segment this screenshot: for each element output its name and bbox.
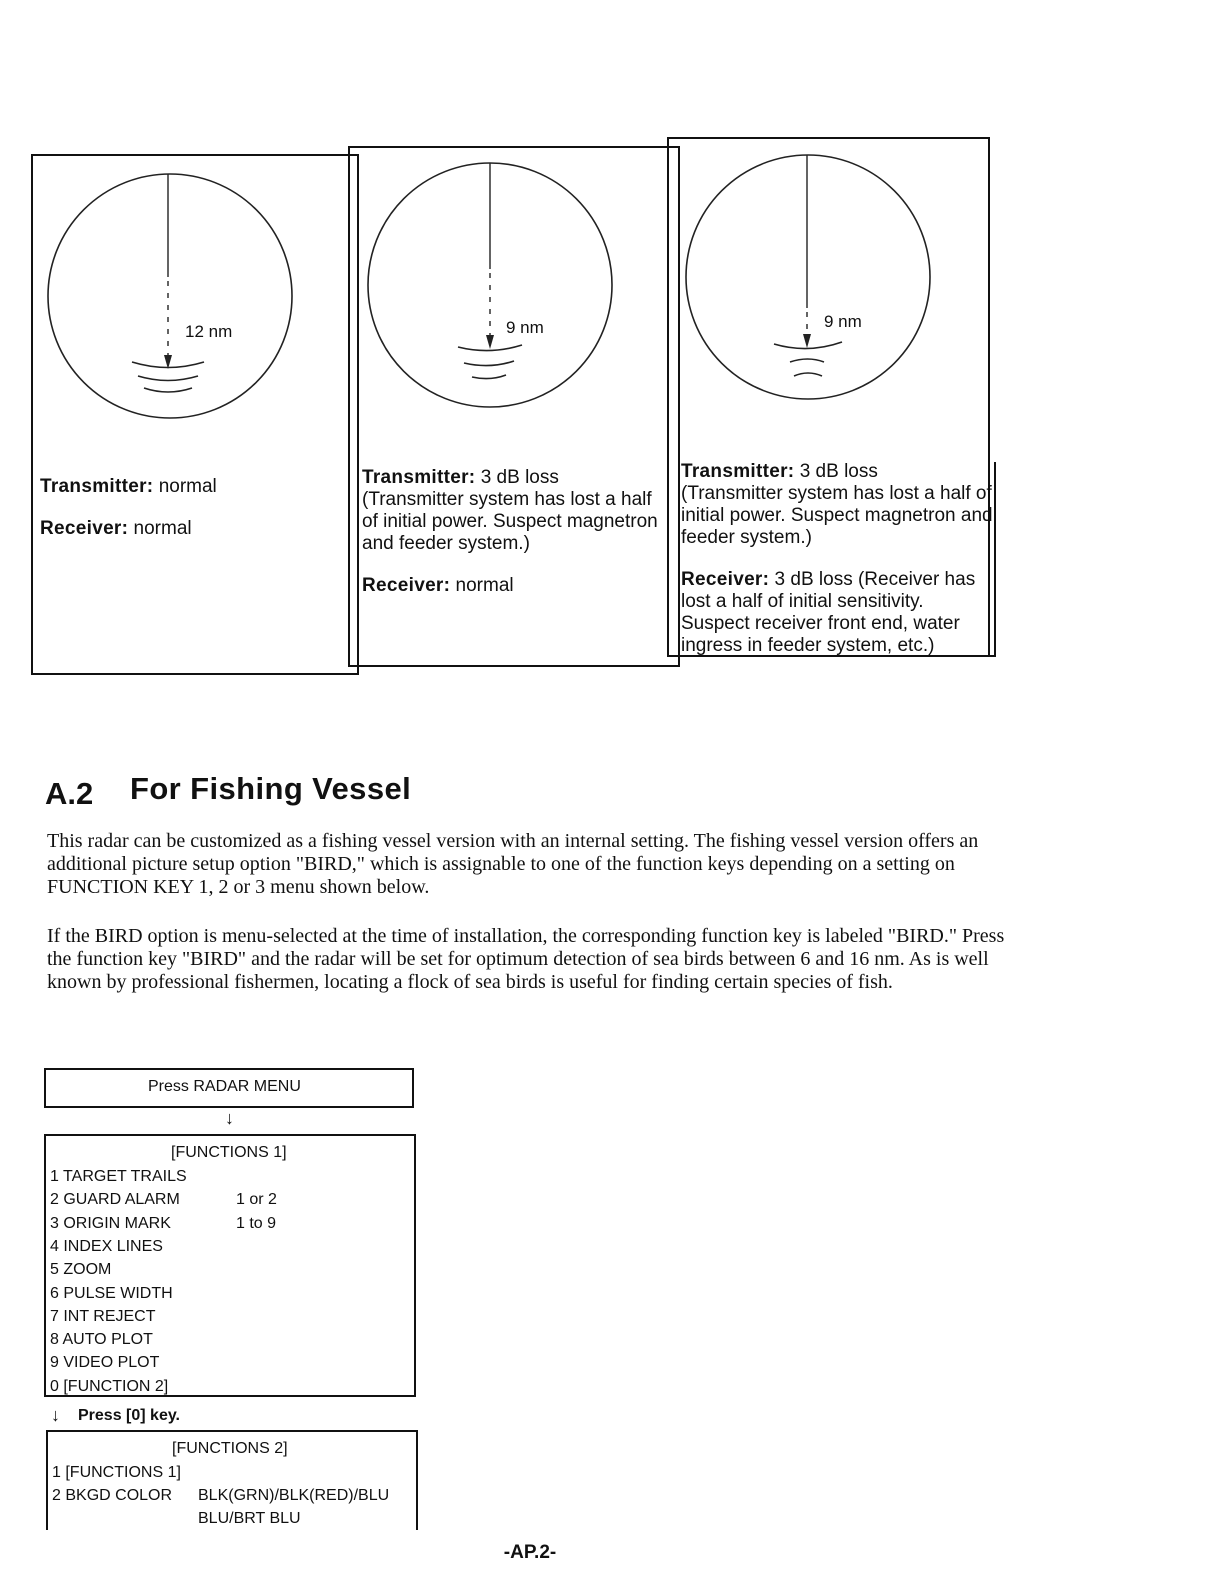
receiver-line	[40, 518, 340, 540]
transmitter-value: 3 dB loss	[799, 461, 878, 482]
echo-arc	[138, 376, 198, 381]
target-arrow-icon	[486, 335, 494, 349]
transmitter-label: Transmitter:	[681, 461, 795, 482]
menu-item-value: 1 to 9	[236, 1214, 277, 1232]
menu-item-value: BLU/BRT BLU	[198, 1510, 301, 1527]
receiver-label: Receiver:	[40, 518, 129, 539]
menu-item-label: 4 INDEX LINES	[50, 1237, 163, 1255]
menu-item-label: 9 VIDEO PLOT	[50, 1354, 160, 1372]
receiver-value: 3 dB loss	[774, 569, 853, 590]
echo-arc	[144, 388, 192, 392]
transmitter-label: Transmitter:	[40, 476, 154, 497]
range-label: 12 nm	[185, 322, 233, 341]
receiver-label: Receiver:	[362, 575, 451, 596]
press-zero-key-note: Press [0] key.	[78, 1407, 180, 1424]
caption-tx-rx-loss	[681, 461, 993, 657]
receiver-value: normal	[133, 518, 192, 539]
receiver-line	[362, 575, 667, 597]
echo-arc	[790, 359, 824, 362]
scope-ring	[686, 155, 930, 399]
caption-normal	[40, 476, 340, 540]
down-arrow-icon: ↓	[225, 1108, 234, 1128]
menu-item-label: 1 TARGET TRAILS	[50, 1168, 187, 1185]
section-number: A.2	[45, 776, 94, 811]
section-title: For Fishing Vessel	[130, 771, 412, 806]
range-label: 9 nm	[824, 312, 862, 331]
functions-1-menu-box	[44, 1134, 416, 1397]
receiver-label: Receiver:	[681, 569, 770, 590]
radar-scope-normal	[40, 165, 300, 425]
range-label: 9 nm	[506, 318, 544, 337]
page-number: -AP.2-	[503, 1542, 557, 1563]
press-radar-menu-label: Press RADAR MENU	[148, 1078, 301, 1095]
echo-arc	[464, 361, 514, 366]
menu-item-label: 0 [FUNCTION 2]	[50, 1377, 169, 1395]
functions-2-menu-box	[46, 1430, 418, 1530]
menu-item-label: 8 AUTO PLOT	[50, 1331, 153, 1349]
intro-paragraph: This radar can be customized as a fishing vessel version with an internal setting. The fishing vessel version offers an additional picture setup option "BIRD," which is assignable to one of the function keys depending on a setting on FUNCTION KEY 1, 2 or 3 menu shown below.	[47, 830, 979, 898]
radar-scope-tx-rx-loss	[678, 150, 938, 410]
menu-item-value: 1 or 2	[236, 1191, 277, 1209]
menu-item-label: 5 ZOOM	[50, 1261, 112, 1279]
transmitter-detail: (Transmitter system has lost a half of initial power. Suspect magnetron and feeder system.)	[681, 483, 993, 548]
target-arrow-icon	[803, 334, 811, 348]
press-radar-menu-box	[44, 1068, 414, 1108]
transmitter-line	[362, 467, 667, 489]
menu-item-label: 2 BKGD COLOR	[52, 1487, 173, 1504]
menu-item-label: 2 GUARD ALARM	[50, 1191, 180, 1209]
menu-item-label: 3 ORIGIN MARK	[50, 1214, 171, 1232]
menu-item-label: 6 PULSE WIDTH	[50, 1284, 173, 1302]
echo-arc	[794, 373, 822, 376]
receiver-value: normal	[455, 575, 514, 596]
menu-item-label: 7 INT REJECT	[50, 1307, 156, 1325]
receiver-detail: (Receiver has lost a half of initial sensitivity. Suspect receiver front end, water ingress in feeder system, etc.)	[681, 569, 976, 656]
menu-item-label: 1 [FUNCTIONS 1]	[52, 1464, 181, 1481]
transmitter-label: Transmitter:	[362, 467, 476, 488]
menu-item-value: BLK(GRN)/BLK(RED)/BLU	[198, 1487, 390, 1504]
scope-ring	[48, 174, 292, 418]
echo-arc	[472, 375, 506, 379]
down-arrow-icon: ↓	[51, 1405, 60, 1425]
bird-paragraph: If the BIRD option is menu-selected at the time of installation, the corresponding function key is labeled "BIRD." Press the function key "BIRD" and the radar will be set for optimum detection of sea birds between 6 and 16 nm. As is well known by professional fishermen, locating a flock of sea birds is useful for finding certain species of fish.	[47, 925, 1005, 993]
transmitter-value: normal	[158, 476, 217, 497]
caption-tx-loss	[362, 467, 667, 597]
transmitter-value: 3 dB loss	[480, 467, 559, 488]
functions-1-title: [FUNCTIONS 1]	[171, 1144, 287, 1161]
transmitter-detail: (Transmitter system has lost a half of initial power. Suspect magnetron and feeder system.)	[362, 489, 658, 554]
radar-scope-tx-loss	[360, 157, 620, 417]
functions-2-title: [FUNCTIONS 2]	[172, 1440, 288, 1457]
transmitter-line	[40, 476, 340, 498]
receiver-line	[681, 569, 993, 657]
transmitter-line	[681, 461, 993, 483]
